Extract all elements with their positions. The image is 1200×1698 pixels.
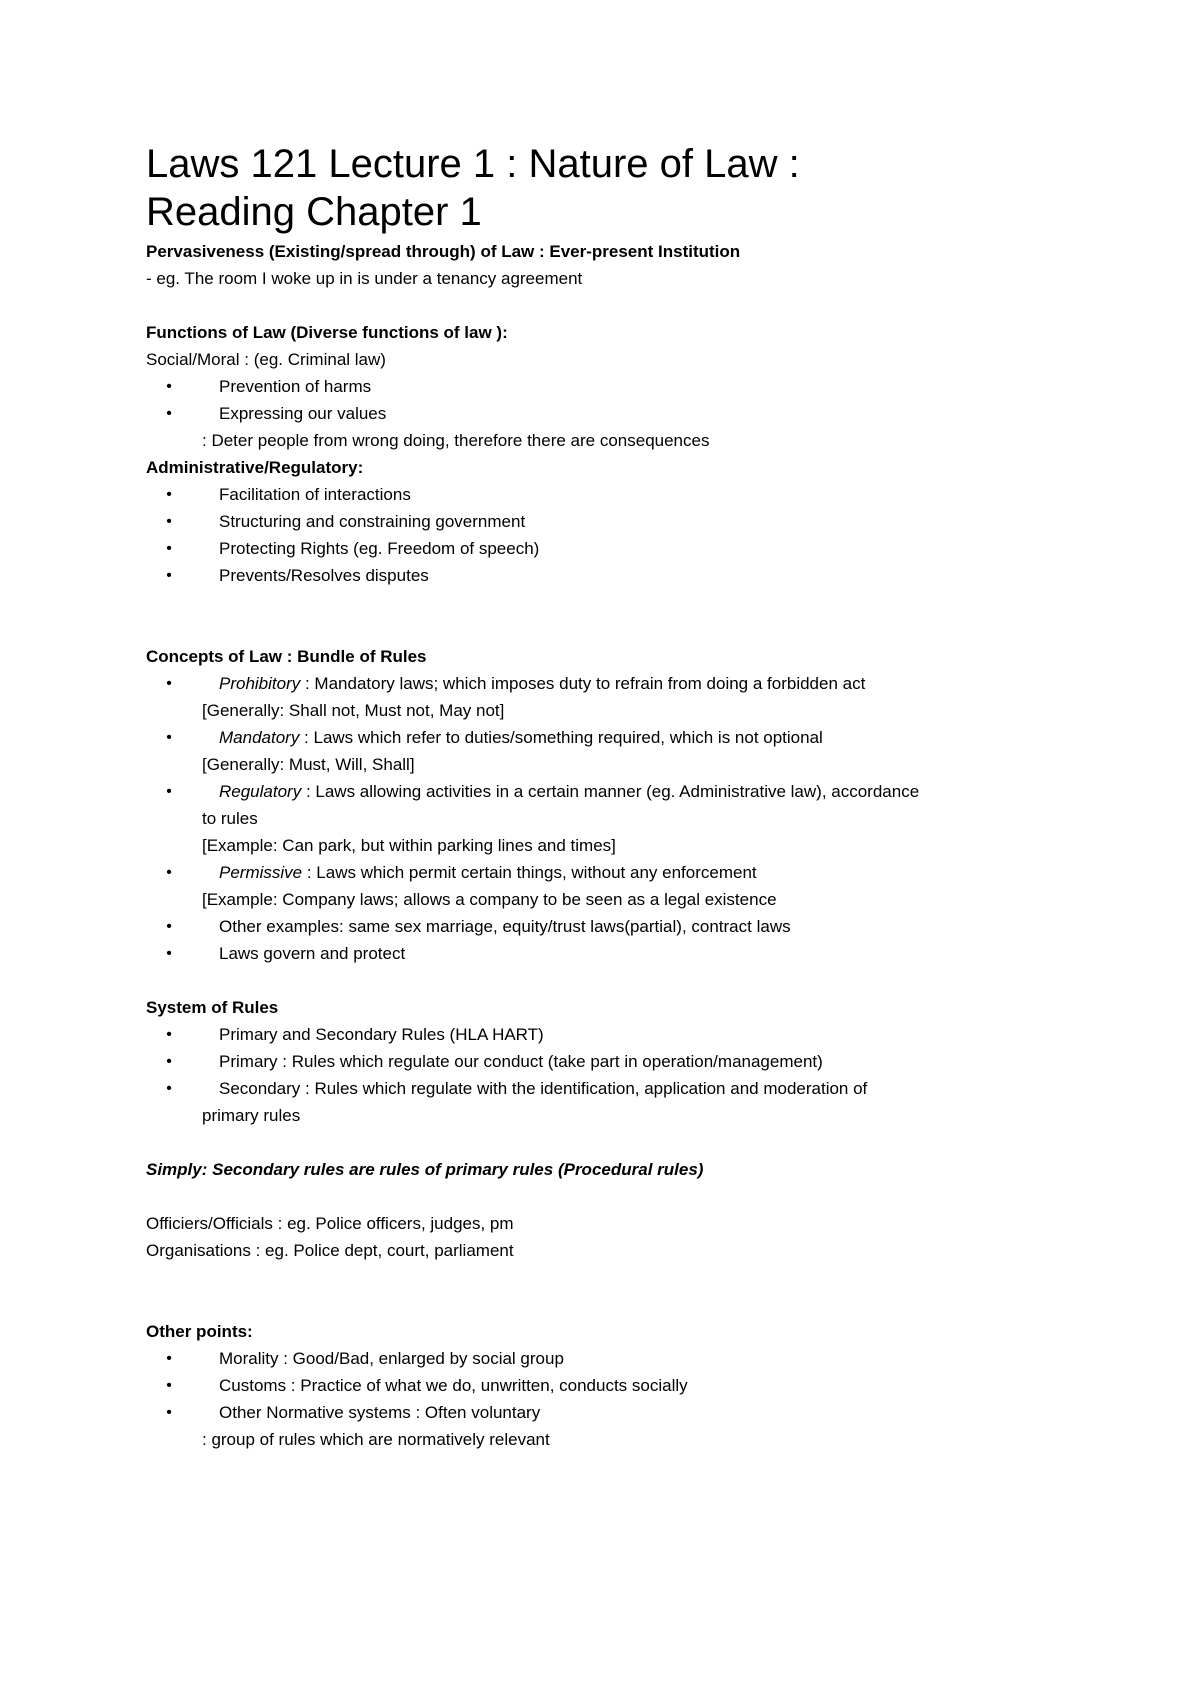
list-item: • Primary and Secondary Rules (HLA HART) [146,1021,1086,1048]
bullet-icon: • [166,1053,172,1070]
list-item: • Laws govern and protect [146,940,1086,967]
list-item: • Morality : Good/Bad, enlarged by social group [146,1345,1086,1372]
pervasiveness-example: - eg. The room I woke up in is under a tenancy agreement [146,269,583,288]
social-note: : Deter people from wrong doing, therefore there are consequences [202,431,710,450]
list-item: • Primary : Rules which regulate our conduct (take part in operation/management) [146,1048,1086,1075]
list-item: • Other examples: same sex marriage, equity/trust laws(partial), contract laws [146,913,1086,940]
concepts-heading: Concepts of Law : Bundle of Rules [146,647,427,666]
list-item: • Secondary : Rules which regulate with the identification, application and moderation of [146,1075,1086,1102]
list-item: • Structuring and constraining government [146,508,1086,535]
bullet-icon: • [166,540,172,557]
simply-note: Simply: Secondary rules are rules of primary rules (Procedural rules) [146,1160,704,1179]
bullet-icon: • [166,1350,172,1367]
list-item: • Prevents/Resolves disputes [146,562,1086,589]
system-continuation: primary rules [202,1106,301,1125]
bullet-icon: • [166,945,172,962]
bullet-icon: • [166,1377,172,1394]
bullet-icon: • [166,513,172,530]
bullet-icon: • [166,1026,172,1043]
list-item: • Prevention of harms [146,373,1086,400]
bullet-icon: • [166,405,172,422]
list-item: • Permissive : Laws which permit certain things, without any enforcement [146,859,1086,886]
admin-label: Administrative/Regulatory: [146,458,364,477]
list-item: • Customs : Practice of what we do, unwritten, conducts socially [146,1372,1086,1399]
bullet-icon: • [166,1404,172,1421]
title-line-2: Reading Chapter 1 [146,190,482,234]
bullet-icon: • [166,675,172,692]
list-item: • Regulatory : Laws allowing activities in a certain manner (eg. Administrative law), accordance [146,778,1086,805]
list-item: • Expressing our values [146,400,1086,427]
bullet-icon: • [166,864,172,881]
officers-line: Officiers/Officials : eg. Police officers, judges, pm [146,1214,514,1233]
system-heading: System of Rules [146,998,279,1017]
bullet-icon: • [166,918,172,935]
organisations-line: Organisations : eg. Police dept, court, parliament [146,1241,514,1260]
social-moral-label: Social/Moral : (eg. Criminal law) [146,350,386,369]
list-item: • Prohibitory : Mandatory laws; which imposes duty to refrain from doing a forbidden act [146,670,1086,697]
document-body [146,140,1086,1453]
list-item: • Facilitation of interactions [146,481,1086,508]
title-line-1: Laws 121 Lecture 1 : Nature of Law : [146,142,800,186]
bullet-icon: • [166,378,172,395]
bullet-icon: • [166,783,172,800]
list-item: • Other Normative systems : Often voluntary [146,1399,1086,1426]
concept-note: [Generally: Shall not, Must not, May not] [202,701,505,720]
bullet-icon: • [166,486,172,503]
bullet-icon: • [166,729,172,746]
concept-note: [Generally: Must, Will, Shall] [202,755,415,774]
other-points-note: : group of rules which are normatively relevant [202,1430,550,1449]
pervasiveness-heading: Pervasiveness (Existing/spread through) of Law : Ever-present Institution [146,242,741,261]
bullet-icon: • [166,567,172,584]
list-item: • Protecting Rights (eg. Freedom of speech) [146,535,1086,562]
concept-note: [Example: Can park, but within parking lines and times] [202,836,616,855]
concept-note: [Example: Company laws; allows a company to be seen as a legal existence [202,890,777,909]
page-title [146,140,1086,236]
concept-continuation: to rules [202,809,258,828]
other-points-heading: Other points: [146,1322,253,1341]
functions-heading: Functions of Law (Diverse functions of law ): [146,323,508,342]
bullet-icon: • [166,1080,172,1097]
list-item: • Mandatory : Laws which refer to duties/something required, which is not optional [146,724,1086,751]
